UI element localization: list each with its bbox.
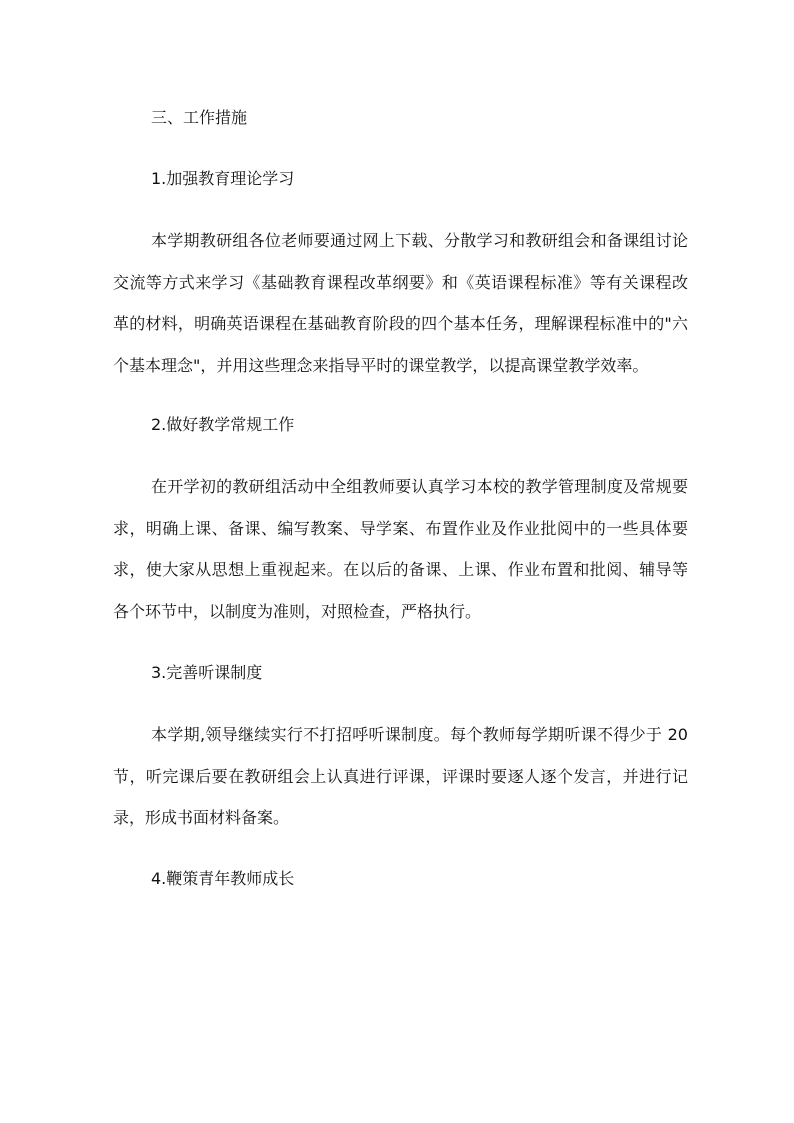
subsection-heading-4: 4.鞭策青年教师成长 [151,869,295,888]
subsection-body-3: 本学期,领导继续实行不打招呼听课制度。每个教师每学期听课不得少于 20 节，听完课后要在教研组会上认真进行评课，评课时要逐人逐个发言，并进行记录，形成书面材料备案。 [113,725,688,828]
subsection-heading-2: 2.做好教学常规工作 [151,415,295,434]
subsection-body-1: 本学期教研组各位老师要通过网上下载、分散学习和教研组会和备课组讨论交流等方式来学习《基础教育课程改革纲要》和《英语课程标准》等有关课程改革的材料，明确英语课程在基础教育阶段的四个基本任务，理解课程标准中的"六个基本理念"，并用这些理念来指导平时的课堂教学，以提高课堂教学效率。 [113,231,688,376]
subsection-heading-1: 1.加强教育理论学习 [151,169,295,188]
section-title: 三、工作措施 [151,108,248,127]
subsection-heading-3: 3.完善听课制度 [151,663,263,682]
subsection-body-2: 在开学初的教研组活动中全组教师要认真学习本校的教学管理制度及常规要求，明确上课、备课、编写教案、导学案、布置作业及作业批阅中的一些具体要求，使大家从思想上重视起来。在以后的备课、上课、作业布置和批阅、辅导等各个环节中，以制度为准则，对照检查，严格执行。 [113,477,688,622]
